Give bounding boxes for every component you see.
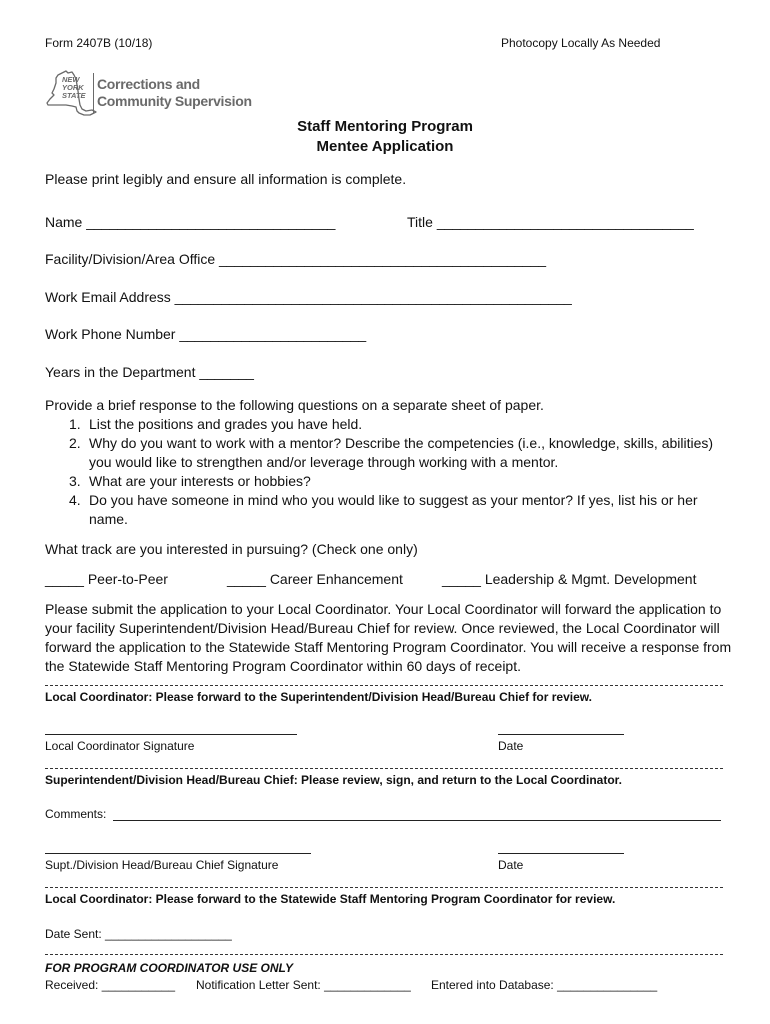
question-number: 4. [69,492,81,508]
form-title: Staff Mentoring Program [297,118,473,135]
local-signature-line[interactable] [45,734,297,735]
entered-database-field[interactable]: Entered into Database: _______________ [431,978,658,992]
questions-prompt: Provide a brief response to the following questions on a separate sheet of paper. [45,397,544,413]
local-coordinator-heading: Local Coordinator: Please forward to the Superintendent/Division Head/Bureau Chief for review. [45,690,592,704]
logo-state-line3: STATE [62,91,86,100]
work-phone-field[interactable]: Work Phone Number ________________________ [45,326,367,342]
work-email-field[interactable]: Work Email Address ___________________________________________________ [45,289,572,305]
questions-list [45,415,735,529]
supt-signature-label: Supt./Division Head/Bureau Chief Signature [45,858,279,872]
local-date-line[interactable] [498,734,624,735]
track-prompt: What track are you interested in pursuing? (Check one only) [45,541,418,557]
facility-field[interactable]: Facility/Division/Area Office __________________________________________ [45,251,547,267]
logo-divider [93,73,94,113]
supt-date-label: Date [498,858,524,872]
supt-date-line[interactable] [498,853,624,854]
superintendent-heading: Superintendent/Division Head/Bureau Chief: Please review, sign, and return to the Local Coordinator. [45,773,622,787]
track-option-leadership[interactable]: _____ Leadership & Mgmt. Development [442,571,697,587]
form-subtitle: Mentee Application [316,138,454,155]
logo-agency-line2: Community Supervision [97,93,252,109]
title-field[interactable]: Title _________________________________ [407,214,694,230]
logo-state-line2: YORK [62,83,84,92]
question-item [45,434,735,472]
intro-text: Please print legibly and ensure all information is complete. [45,171,407,187]
comments-label: Comments: [45,807,107,821]
track-option-career[interactable]: _____ Career Enhancement [227,571,403,587]
section-divider [45,887,723,888]
question-text: What are your interests or hobbies? [89,473,311,489]
question-number: 3. [69,473,81,489]
notification-letter-field[interactable]: Notification Letter Sent: _____________ [196,978,411,992]
section-divider [45,954,723,955]
logo-agency-line1: Corrections and [97,76,200,92]
comments-line[interactable] [113,820,721,821]
question-item [45,415,735,434]
forward-heading: Local Coordinator: Please forward to the Statewide Staff Mentoring Program Coordinator for review. [45,892,616,906]
received-field[interactable]: Received: ___________ [45,978,176,992]
track-option-peer[interactable]: _____ Peer-to-Peer [45,571,168,587]
photocopy-note: Photocopy Locally As Needed [501,36,661,50]
local-date-label: Date [498,739,524,753]
logo-state-line1: NEW [62,75,80,84]
local-signature-label: Local Coordinator Signature [45,739,195,753]
question-text: Do you have someone in mind who you would like to suggest as your mentor? If yes, list his or her name. [89,492,698,527]
section-divider [45,768,723,769]
name-field[interactable]: Name ________________________________ [45,214,336,230]
date-sent-field[interactable]: Date Sent: ___________________ [45,927,232,941]
supt-signature-line[interactable] [45,853,311,854]
program-use-heading: FOR PROGRAM COORDINATOR USE ONLY [45,961,294,975]
section-divider [45,685,723,686]
form-number: Form 2407B (10/18) [45,36,153,50]
question-number: 1. [69,416,81,432]
question-text: Why do you want to work with a mentor? Describe the competencies (i.e., knowledge, skills, abilities) you would like to strengthen and/or leverage through working with a mentor. [89,435,714,470]
submit-instructions: Please submit the application to your Local Coordinator. Your Local Coordinator will forward the application to your facility Superintendent/Division Head/Bureau Chief for review. Once reviewed, the Local Coordinator will forward the application to the Statewide Staff Mentoring Program Coordinator. You will receive a response from the Statewide Staff Mentoring Program Coordinator within 60 days of receipt. [45,601,732,674]
years-field[interactable]: Years in the Department _______ [45,364,254,380]
question-item [45,491,735,529]
question-number: 2. [69,435,81,451]
question-item [45,472,735,491]
question-text: List the positions and grades you have held. [89,416,363,432]
